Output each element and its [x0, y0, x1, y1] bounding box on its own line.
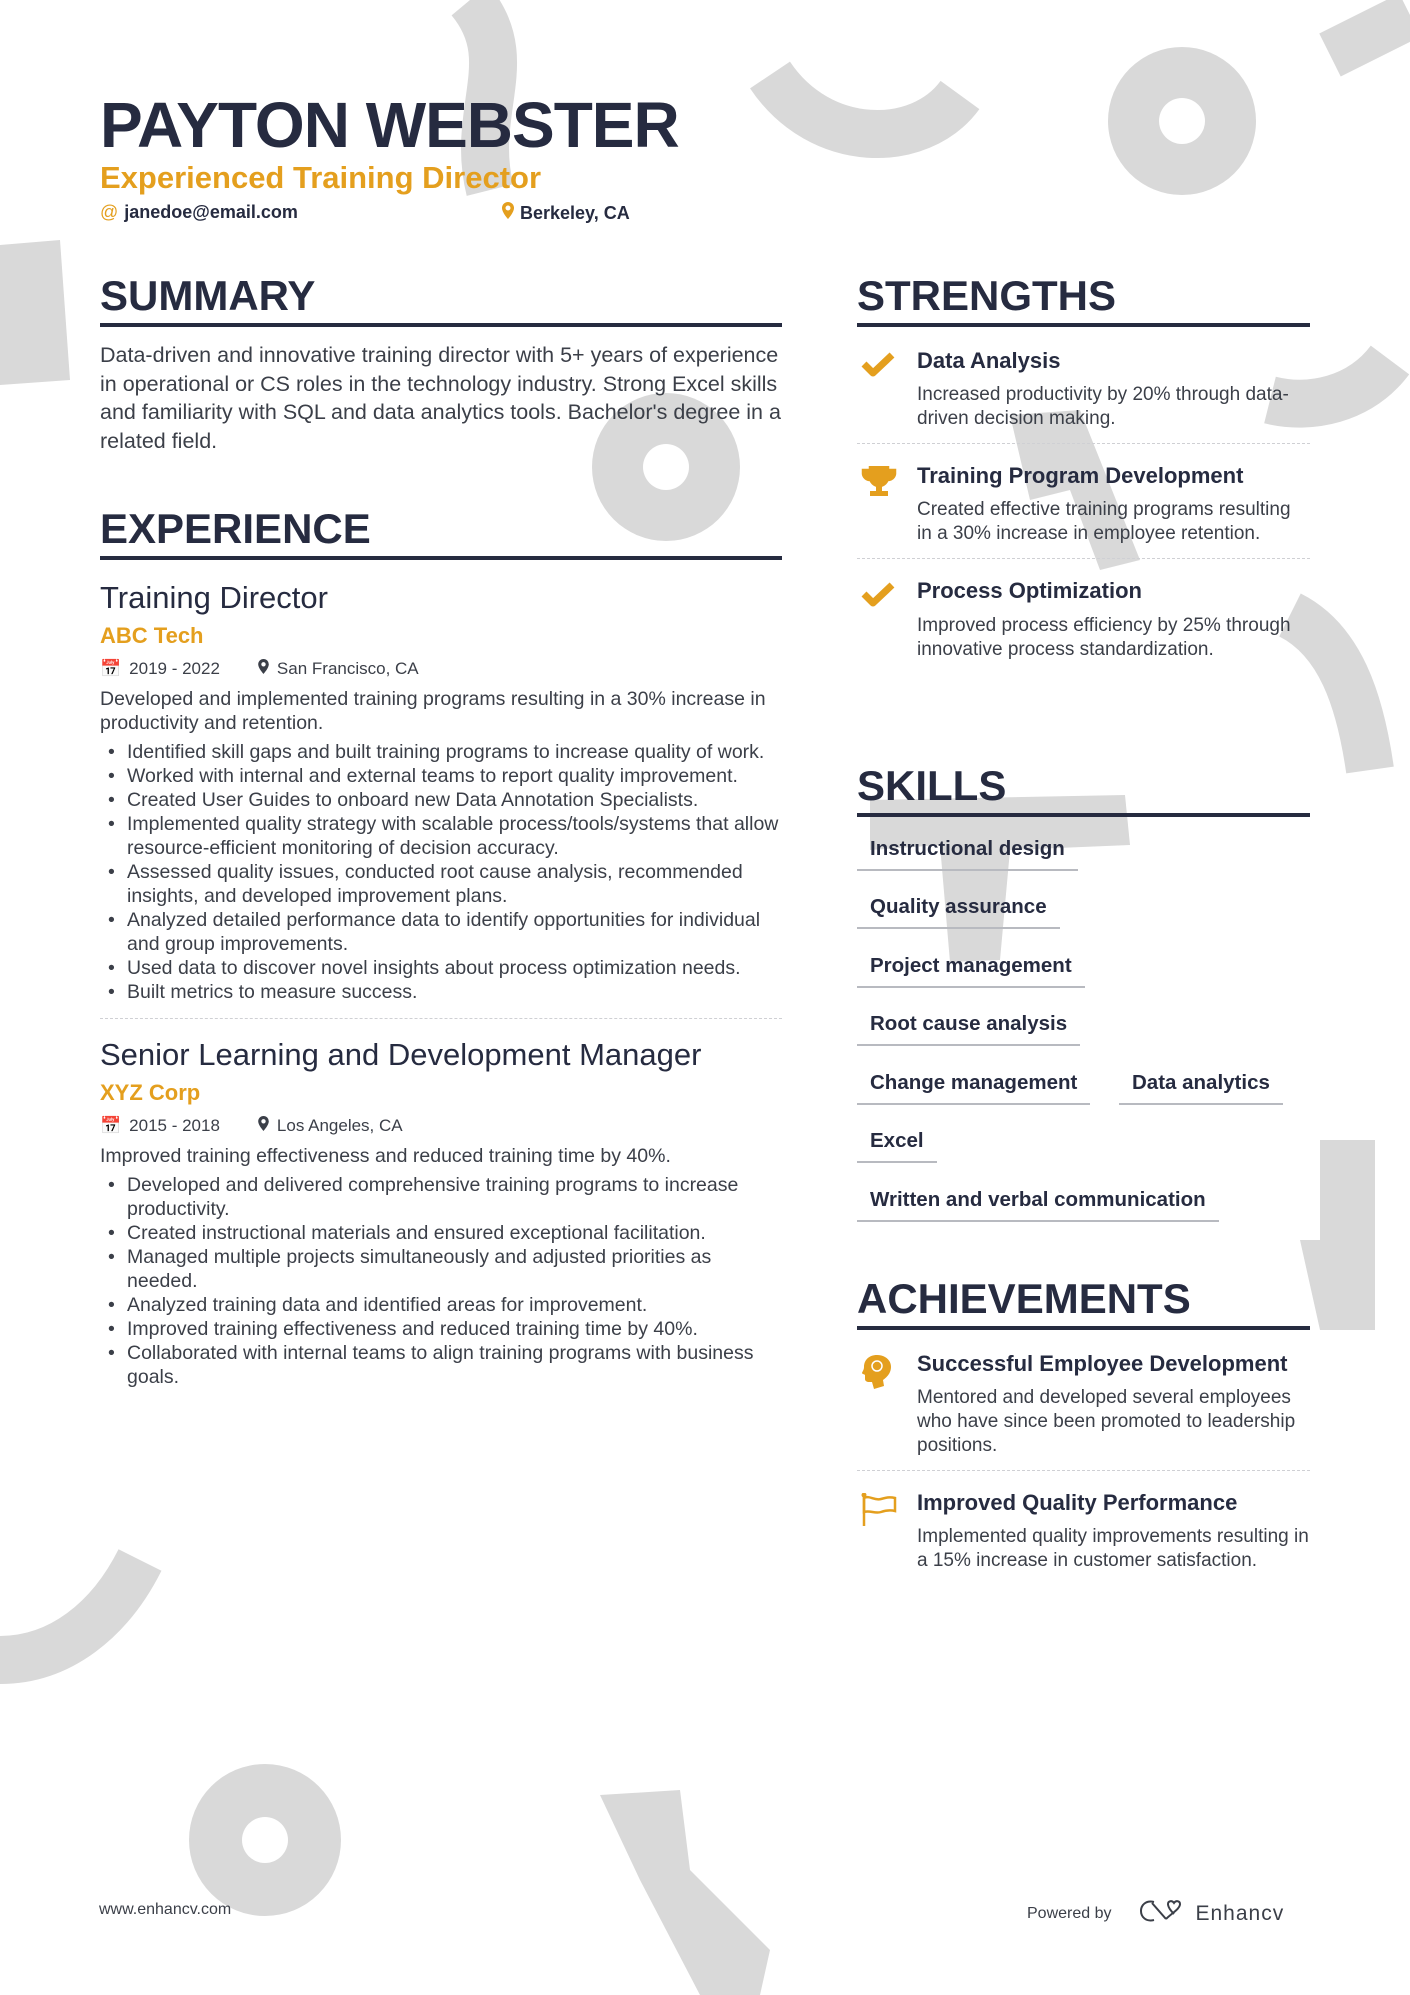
skill-tag: Root cause analysis: [857, 1012, 1080, 1046]
location-text: Berkeley, CA: [520, 202, 630, 223]
job-dates: 2019 - 2022: [129, 659, 220, 678]
job-location: San Francisco, CA: [276, 659, 419, 678]
achievements-heading: ACHIEVEMENTS: [857, 1278, 1310, 1330]
bullet-item: • Developed and delivered comprehensive training programs to increase productivity.: [108, 1174, 739, 1220]
experience-heading: EXPERIENCE: [100, 508, 782, 560]
candidate-title: Experienced Training Director: [100, 160, 542, 195]
strengths-section: [857, 272, 1310, 662]
achievement-title: Improved Quality Performance: [917, 1490, 1238, 1516]
skill-tag: Excel: [857, 1129, 937, 1163]
contact-email[interactable]: [100, 202, 298, 223]
job-bullets: [100, 740, 782, 1004]
bullet-item: • Managed multiple projects simultaneously and adjusted priorities as needed.: [108, 1246, 712, 1292]
job-bullets: [100, 1173, 782, 1389]
at-icon: @: [100, 202, 119, 222]
skill-tag: Instructional design: [857, 837, 1078, 871]
skills-heading: SKILLS: [857, 765, 1310, 817]
bullet-item: • Created instructional materials and ensured exceptional facilitation.: [108, 1222, 706, 1244]
location-pin-icon: [258, 659, 269, 679]
job-description: Improved training effectiveness and reduced training time by 40%.: [100, 1145, 671, 1167]
skills-section: [857, 762, 1310, 1235]
strength-title: Training Program Development: [917, 463, 1244, 489]
brand-name: Enhancv: [1195, 1901, 1285, 1925]
divider: [857, 558, 1310, 559]
bullet-item: • Created User Guides to onboard new Data Annotation Specialists.: [108, 789, 699, 811]
check-icon: [857, 349, 917, 431]
bullet-item: • Worked with internal and external teams to report quality improvement.: [108, 765, 738, 787]
skill-tag: Data analytics: [1119, 1071, 1283, 1105]
location-pin-icon: [502, 202, 514, 224]
job-dates: 2015 - 2018: [129, 1116, 220, 1135]
job-role: Training Director: [100, 580, 328, 615]
strength-item: [857, 579, 1310, 661]
achievements-section: [857, 1275, 1310, 1573]
achievement-title: Successful Employee Development: [917, 1351, 1288, 1376]
divider: [857, 1470, 1310, 1471]
head-icon: [857, 1352, 917, 1458]
bullet-item: • Analyzed detailed performance data to identify opportunities for individual and group improvements.: [108, 909, 761, 955]
trophy-icon: [857, 464, 917, 546]
strength-item: [857, 464, 1310, 546]
experience-section: [100, 505, 782, 1389]
bullet-item: • Improved training effectiveness and reduced training time by 40%.: [108, 1318, 698, 1340]
calendar-icon: 📅: [100, 1116, 122, 1135]
job-company: ABC Tech: [100, 623, 204, 648]
strength-item: [857, 349, 1310, 431]
calendar-icon: 📅: [100, 659, 122, 678]
location-pin-icon: [258, 1116, 269, 1136]
bullet-item: • Built metrics to measure success.: [108, 981, 418, 1003]
achievement-item: [857, 1491, 1310, 1573]
skill-tag: Change management: [857, 1071, 1090, 1105]
email-text: janedoe@email.com: [124, 202, 298, 222]
bullet-item: • Analyzed training data and identified areas for improvement.: [108, 1294, 648, 1316]
check-icon: [857, 579, 917, 661]
achievement-desc: Implemented quality improvements resulting in a 15% increase in customer satisfaction.: [917, 1526, 1309, 1572]
bullet-item: • Identified skill gaps and built training programs to increase quality of work.: [108, 741, 765, 763]
enhancv-logo-icon: [1138, 1899, 1184, 1928]
skill-tag: Written and verbal communication: [857, 1188, 1219, 1222]
strength-desc: Created effective training programs resulting in a 30% increase in employee retention.: [917, 499, 1291, 545]
job-entry: [100, 582, 782, 1004]
summary-heading: SUMMARY: [100, 275, 782, 327]
bullet-item: • Collaborated with internal teams to align training programs with business goals.: [108, 1342, 754, 1388]
bullet-item: • Assessed quality issues, conducted root cause analysis, recommended insights, and developed improvement plans.: [108, 861, 743, 907]
skill-tag: Quality assurance: [857, 895, 1060, 929]
candidate-name: PAYTON WEBSTER: [100, 89, 679, 161]
summary-section: [100, 272, 782, 455]
divider: [857, 443, 1310, 444]
summary-text: Data-driven and innovative training director with 5+ years of experience in operational or CS roles in the technology industry. Strong Excel skills and familiarity with SQL and data analytics tools. Bachelor's degree in a related field.: [100, 343, 781, 453]
job-description: Developed and implemented training programs resulting in a 30% increase in productivity and retention.: [100, 688, 766, 734]
strengths-heading: STRENGTHS: [857, 275, 1310, 327]
divider: [100, 1018, 782, 1019]
achievement-desc: Mentored and developed several employees who have since been promoted to leadership positions.: [917, 1387, 1296, 1457]
strength-title: Data Analysis: [917, 348, 1061, 373]
job-company: XYZ Corp: [100, 1080, 201, 1105]
achievement-item: [857, 1352, 1310, 1458]
strength-desc: Increased productivity by 20% through data-driven decision making.: [917, 384, 1289, 430]
skill-tag: Project management: [857, 954, 1085, 988]
powered-by-text: Powered by: [1027, 1904, 1112, 1922]
flag-icon: [857, 1491, 917, 1573]
bullet-item: • Used data to discover novel insights about process optimization needs.: [108, 957, 741, 979]
strength-desc: Improved process efficiency by 25% through innovative process standardization.: [917, 614, 1291, 660]
strength-title: Process Optimization: [917, 578, 1142, 604]
powered-by[interactable]: [1027, 1899, 1284, 1928]
website-link[interactable]: www.enhancv.com: [99, 1901, 232, 1918]
job-role: Senior Learning and Development Manager: [100, 1037, 702, 1072]
bullet-item: • Implemented quality strategy with scalable process/tools/systems that allow resource-efficient monitoring of decision accuracy.: [108, 813, 779, 859]
job-location: Los Angeles, CA: [276, 1116, 403, 1135]
contact-location: [502, 202, 630, 224]
job-entry: [100, 1039, 782, 1389]
